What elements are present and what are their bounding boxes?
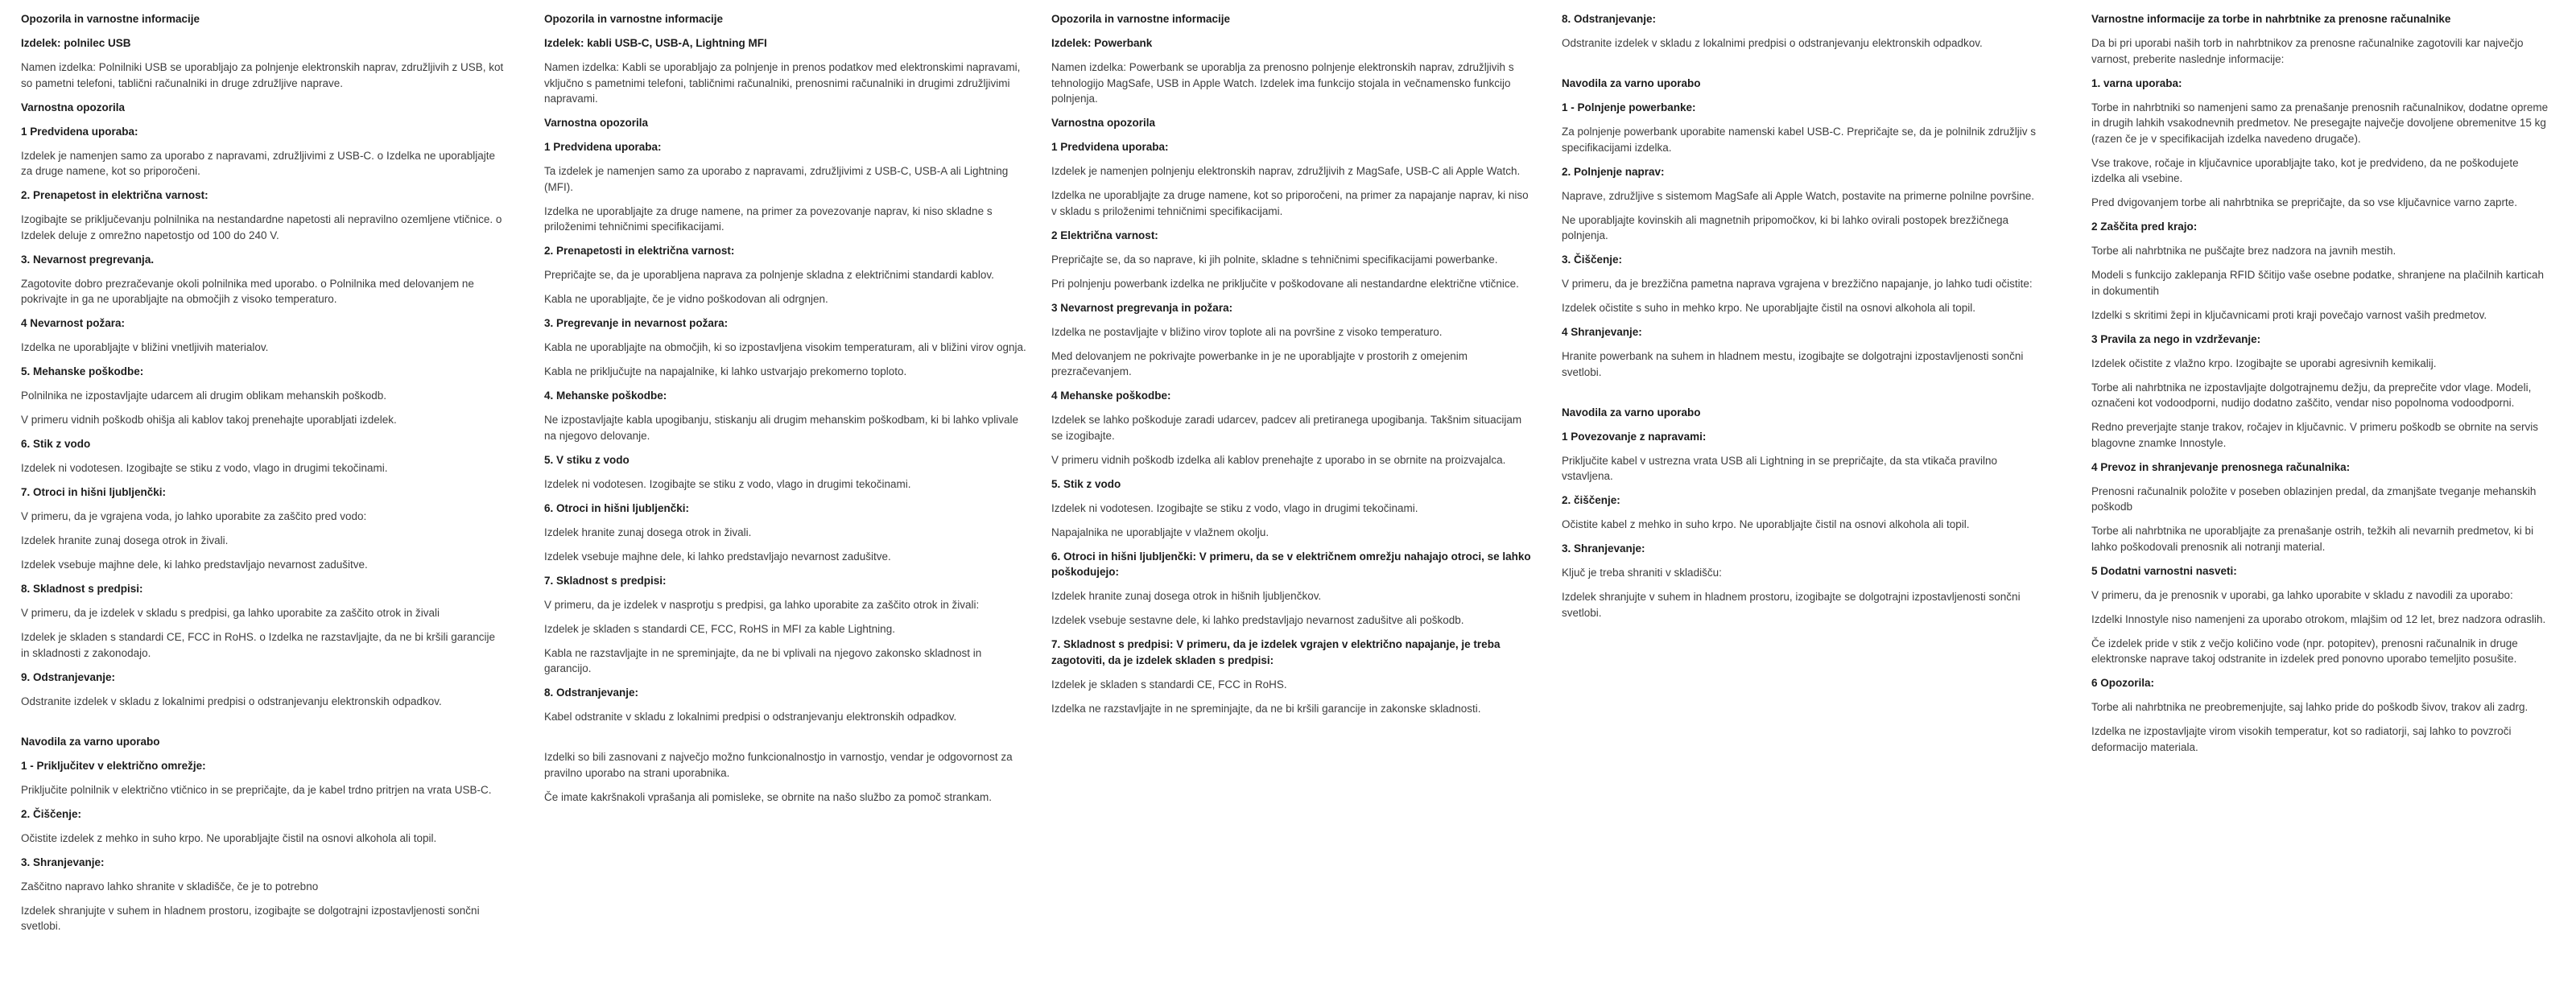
section-heading: Varnostne informacije za torbe in nahrbtnike za prenosne računalnike [2091,13,2451,25]
column-laptop-bags-safety [2091,11,2554,764]
paragraph: Izdelka ne razstavljajte in ne spreminjajte, da ne bi kršili garancije in zakonske skladnosti. [1051,702,1481,715]
section-heading: Navodila za varno uporabo [1562,406,1701,418]
section-heading: 8. Odstranjevanje: [544,686,639,699]
paragraph: Izdelka ne uporabljajte v bližini vnetljivih materialov. [21,341,269,353]
section-heading: Izdelek: kabli USB-C, USB-A, Lightning MFI [544,37,767,49]
paragraph: Pri polnjenju powerbank izdelka ne priključite v poškodovane ali nestandardne električne vtičnice. [1051,277,1519,290]
paragraph: Zagotovite dobro prezračevanje okoli polnilnika med uporabo. o Polnilnika med delovanjem ne pokrivajte in ga ne uporabljajte na območjih z visoko temperaturo. [21,277,474,305]
paragraph: Polnilnika ne izpostavljajte udarcem ali drugim oblikam mehanskih poškodb. [21,390,386,402]
paragraph: Izdelek shranjujte v suhem in hladnem prostoru, izogibajte se dolgotrajni izpostavljenosti sončni svetlobi. [1562,591,2021,619]
paragraph: Izdelek ni vodotesen. Izogibajte se stiku z vodo, vlago in drugimi tekočinami. [21,462,388,474]
section-heading: 2. Prenapetosti in električna varnost: [544,245,735,257]
section-heading: 3. Shranjevanje: [1562,542,1645,555]
section-heading: 1 Predvidena uporaba: [544,141,662,153]
section-heading: Opozorila in varnostne informacije [21,13,200,25]
paragraph: Izdelki s skritimi žepi in ključavnicami proti kraji povečajo varnost vaših predmetov. [2091,308,2487,321]
section-heading: Izdelek: Powerbank [1051,37,1153,49]
paragraph: Kabel odstranite v skladu z lokalnimi predpisi o odstranjevanju elektronskih odpadkov. [544,711,957,723]
paragraph: Za polnjenje powerbank uporabite namenski kabel USB-C. Prepričajte se, da je polnilnik združljiv s specifikacijami izdelka. [1562,126,2037,154]
paragraph: Odstranite izdelek v skladu z lokalnimi predpisi o odstranjevanju elektronskih odpadkov. [1562,37,1983,49]
section-heading: 6. Otroci in hišni ljubljenčki: V primeru, da se v električnem omrežju nahajajo otroci, se lahko poškodujejo: [1051,550,1531,578]
paragraph: V primeru vidnih poškodb izdelka ali kablov prenehajte z uporabo in se obrnite na proizvajalca. [1051,453,1506,466]
section-heading: 1 Predvidena uporaba: [1051,141,1169,153]
paragraph: Izdelek je namenjen polnjenju elektronskih naprav, združljivih z MagSafe, USB-C ali Apple Watch. [1051,165,1521,177]
column-powerbank-usage-and-cable-usage [1562,11,2045,629]
paragraph: Izdelek vsebuje majhne dele, ki lahko predstavljajo nevarnost zadušitve. [544,550,891,563]
section-heading: 3 Pravila za nego in vzdrževanje: [2091,332,2261,345]
paragraph: V primeru, da je izdelek v skladu s predpisi, ga lahko uporabite za zaščito otrok in živali [21,607,440,619]
paragraph: Kabla ne uporabljajte na območjih, ki so izpostavljena visokim temperaturam, ali v bližini virov ognja. [544,341,1026,353]
section-heading: 4 Shranjevanje: [1562,326,1642,338]
paragraph: Torbe ali nahrbtnika ne preobremenjujte, saj lahko pride do poškodb šivov, trakov ali zadrg. [2091,701,2529,713]
paragraph: Izdelek očistite s suho in mehko krpo. Ne uporabljajte čistil na osnovi alkohola ali topil. [1562,302,1976,314]
section-heading: Varnostna opozorila [544,117,649,129]
paragraph: Napajalnika ne uporabljajte v vlažnem okolju. [1051,526,1269,538]
paragraph: Torbe ali nahrbtnika ne puščajte brez nadzora na javnih mestih. [2091,245,2396,257]
section-heading: 1 - Priključitev v električno omrežje: [21,759,206,772]
paragraph: V primeru, da je izdelek v nasprotju s predpisi, ga lahko uporabite za zaščito otrok in živali: [544,598,980,611]
paragraph: Priključite polnilnik v električno vtičnico in se prepričajte, da je kabel trdno pritrjen na vrata USB-C. [21,783,492,796]
paragraph: Zaščitno napravo lahko shranite v skladišče, če je to potrebno [21,880,319,893]
paragraph: Izdelek je skladen s standardi CE, FCC in RoHS. [1051,678,1287,691]
section-heading: 7. Otroci in hišni ljubljenčki: [21,486,167,498]
paragraph: Izdelek se lahko poškoduje zaradi udarcev, padcev ali pretiranega upogibanja. Takšnim situacijam se izogibajte. [1051,414,1522,442]
section-heading: 6. Stik z vodo [21,438,91,450]
paragraph: Izdelka ne uporabljajte za druge namene, na primer za povezovanje naprav, ki niso skladne s priloženimi tehničnimi specifikacijami. [544,204,993,233]
paragraph: Izdelek vsebuje sestavne dele, ki lahko predstavljajo nevarnost zadušitve ali poškodb. [1051,614,1464,626]
paragraph: Če imate kakršnakoli vprašanja ali pomisleke, se obrnite na našo službo za pomoč strankam. [544,790,993,803]
section-heading: 1 Predvidena uporaba: [21,125,138,138]
paragraph: Izdelka ne postavljajte v bližino virov toplote ali na površine z visoko temperaturo. [1051,325,1443,338]
section-heading: Opozorila in varnostne informacije [544,13,724,25]
paragraph: Izdelek shranjujte v suhem in hladnem prostoru, izogibajte se dolgotrajni izpostavljenosti sončni svetlobi. [21,904,480,932]
section-heading: 2 Zaščita pred krajo: [2091,221,2198,233]
section-heading: 7. Skladnost s predpisi: [544,574,667,587]
paragraph: Izdelek hranite zunaj dosega otrok in hišnih ljubljenčkov. [1051,590,1322,602]
paragraph: Izdelek očistite z vlažno krpo. Izogibajte se uporabi agresivnih kemikalij. [2091,357,2437,369]
paragraph: Priključite kabel v ustrezna vrata USB ali Lightning in se prepričajte, da sta vtikača pravilno vstavljena. [1562,454,1998,482]
section-heading: 1 - Polnjenje powerbanke: [1562,101,1696,113]
column-powerbank-safety [1051,11,1534,725]
section-heading: 7. Skladnost s predpisi: V primeru, da je izdelek vgrajen v električno napajanje, je treba zagotoviti, da je izdelek skladen s predpisi: [1051,638,1501,666]
paragraph: Torbe in nahrbtniki so namenjeni samo za prenašanje prenosnih računalnikov, dodatne opreme in drugih lahkih vsakodnevnih predmetov. Ne presegajte največje dovoljene obremenitve 15 kg (razen če je v specifikacijah izdelka navedeno drugače). [2091,101,2549,145]
section-heading: 4 Nevarnost požara: [21,317,126,329]
paragraph: Pred dvigovanjem torbe ali nahrbtnika se prepričajte, da so vse ključavnice varno zaprte. [2091,196,2518,208]
section-heading: 6. Otroci in hišni ljubljenčki: [544,501,690,514]
section-heading: 8. Odstranjevanje: [1562,13,1657,25]
paragraph: V primeru, da je vgrajena voda, jo lahko uporabite za zaščito pred vodo: [21,510,367,522]
section-heading: Opozorila in varnostne informacije [1051,13,1231,25]
section-heading: 2. Polnjenje naprav: [1562,165,1665,178]
paragraph: V primeru, da je prenosnik v uporabi, ga lahko uporabite v skladu z navodili za uporabo: [2091,588,2513,601]
section-heading: 1 Povezovanje z napravami: [1562,430,1707,443]
paragraph: Izdelki Innostyle niso namenjeni za uporabo otrokom, mlajšim od 12 let, brez nadzora odraslih. [2091,612,2546,625]
paragraph: Izdelek ni vodotesen. Izogibajte se stiku z vodo, vlago in drugimi tekočinami. [1051,501,1418,514]
paragraph: Kabla ne priključujte na napajalnike, ki lahko ustvarjajo prekomerno toploto. [544,365,907,377]
section-heading: Varnostna opozorila [21,101,126,113]
paragraph: Da bi pri uporabi naših torb in nahrbtnikov za prenosne računalnike zagotovili kar največjo varnost, preberite naslednje informacije: [2091,37,2524,65]
paragraph: Modeli s funkcijo zaklepanja RFID ščitijo vaše osebne podatke, shranjene na plačilnih karticah in dokumentih [2091,269,2545,297]
section-heading: 3. Čiščenje: [1562,254,1623,266]
paragraph: Naprave, združljive s sistemom MagSafe ali Apple Watch, postavite na primerne polnilne površine. [1562,189,2035,202]
section-heading: 8. Skladnost s predpisi: [21,583,143,595]
section-heading: Navodila za varno uporabo [1562,77,1701,89]
paragraph: Namen izdelka: Kabli se uporabljajo za polnjenje in prenos podatkov med elektronskimi napravami, vključno s pametnimi telefoni, tabličnimi računalniki, prenosnimi računalniki in drugimi združljivimi napravami. [544,61,1021,105]
paragraph: Ne uporabljajte kovinskih ali magnetnih pripomočkov, ki bi lahko ovirali postopek brezžičnega polnjenja. [1562,213,2009,241]
section-heading: Navodila za varno uporabo [21,735,160,748]
section-heading: 5 Dodatni varnostni nasveti: [2091,564,2237,577]
section-heading: 5. Stik z vodo [1051,477,1121,490]
paragraph: Torbe ali nahrbtnika ne izpostavljajte dolgotrajnemu dežju, da preprečite vdor vlage. Modeli, označeni kot vodoodporni, nudijo dodatno zaščito, vendar niso popolnoma vodoodporni. [2091,381,2532,409]
section-heading: 2. čiščenje: [1562,494,1620,506]
paragraph: Prepričajte se, da je uporabljena naprava za polnjenje skladna z električnimi standardi kablov. [544,269,994,281]
paragraph: Izdelek vsebuje majhne dele, ki lahko predstavljajo nevarnost zadušitve. [21,559,368,571]
paragraph: Izdelek je namenjen samo za uporabo z napravami, združljivimi z USB-C. o Izdelka ne uporabljajte za druge namene, kot so priporočeni. [21,149,496,177]
paragraph: Vse trakove, ročaje in ključavnice uporabljajte tako, kot je predvideno, da ne poškodujete izdelka ali vsebine. [2091,156,2519,184]
paragraph: Očistite kabel z mehko in suho krpo. Ne uporabljajte čistil na osnovi alkohola ali topil. [1562,518,1970,530]
paragraph: Izdelek hranite zunaj dosega otrok in živali. [21,534,229,546]
section-heading: 3 Nevarnost pregrevanja in požara: [1051,301,1233,314]
section-heading: 4 Prevoz in shranjevanje prenosnega računalnika: [2091,460,2351,473]
section-heading: 3. Nevarnost pregrevanja. [21,253,155,266]
paragraph: Prenosni računalnik položite v poseben oblazinjen predal, da zmanjšate tveganje mehanskih poškodb [2091,484,2537,513]
section-heading: 1. varna uporaba: [2091,76,2182,89]
section-heading: 3. Shranjevanje: [21,856,105,868]
paragraph: Odstranite izdelek v skladu z lokalnimi predpisi o odstranjevanju elektronskih odpadkov. [21,695,442,707]
section-heading: 6 Opozorila: [2091,677,2155,689]
paragraph: Namen izdelka: Polnilniki USB se uporabljajo za polnjenje elektronskih naprav, združljivih z USB, kot so pametni telefoni, tablični računalniki in druge združljive naprave. [21,61,504,89]
section-heading: 5. V stiku z vodo [544,453,630,466]
paragraph: Očistite izdelek z mehko in suho krpo. Ne uporabljajte čistil na osnovi alkohola ali topil. [21,831,437,844]
spacer [21,718,504,734]
paragraph: Izdelek je skladen s standardi CE, FCC in RoHS. o Izdelka ne razstavljajte, da ne bi kršili garancije in skladnosti z zakonodajo. [21,631,496,659]
paragraph: Izdelka ne izpostavljajte virom visokih temperatur, kot so radiatorji, saj lahko to povzroči deformacijo materiala. [2091,725,2512,753]
paragraph: Izdelka ne uporabljajte za druge namene, kot so priporočeni, na primer za napajanje naprav, ki niso v skladu s priloženimi tehničnimi specifikacijami. [1051,189,1529,217]
paragraph: Ključ je treba shraniti v skladišču: [1562,567,1722,579]
section-heading: 2. Prenapetost in električna varnost: [21,189,208,201]
section-heading: 9. Odstranjevanje: [21,670,116,683]
section-heading: 3. Pregrevanje in nevarnost požara: [544,317,729,329]
paragraph: Kabla ne uporabljajte, če je vidno poškodovan ali odrgnjen. [544,293,828,305]
paragraph: Kabla ne razstavljajte in ne spreminjajte, da ne bi vplivali na njegovo zakonsko skladnost in garancijo. [544,646,982,674]
section-heading: Izdelek: polnilec USB [21,37,131,49]
paragraph: Izdelek ni vodotesen. Izogibajte se stiku z vodo, vlago in drugimi tekočinami. [544,477,911,490]
spacer [1562,60,2045,76]
paragraph: Ta izdelek je namenjen samo za uporabo z napravami, združljivimi z USB-C, USB-A ali Lightning (MFI). [544,165,1009,193]
paragraph: Izdelek je skladen s standardi CE, FCC, RoHS in MFI za kable Lightning. [544,622,895,635]
paragraph: Med delovanjem ne pokrivajte powerbanke in je ne uporabljajte v prostorih z omejenim prezračevanjem. [1051,349,1468,377]
paragraph: V primeru, da je brezžična pametna naprava vgrajena v brezžično napajanje, jo lahko tudi očistite: [1562,278,2033,290]
section-heading: 2. Čiščenje: [21,807,82,820]
spacer [544,733,1027,749]
paragraph: Redno preverjajte stanje trakov, ročajev in ključavnic. V primeru poškodb se obrnite na servis blagovne znamke Innostyle. [2091,421,2539,449]
paragraph: Izdelki so bili zasnovani z največjo možno funkcionalnostjo in varnostjo, vendar je odgovornost za pravilno uporabo na strani uporabnika. [544,751,1013,779]
paragraph: Ne izpostavljajte kabla upogibanju, stiskanju ali drugim mehanskim poškodbam, ki bi lahko vplivale na njegovo delovanje. [544,414,1019,442]
paragraph: Izdelek hranite zunaj dosega otrok in živali. [544,526,752,538]
section-heading: 4 Mehanske poškodbe: [1051,390,1171,402]
column-usb-charger-safety [21,11,504,942]
paragraph: Namen izdelka: Powerbank se uporablja za prenosno polnjenje elektronskih naprav, združljivih s tehnologijo MagSafe, USB in Apple Watch. Izdelek ima funkcijo stojala in večnamensko funkcijo polnjenja. [1051,61,1514,105]
paragraph: Če izdelek pride v stik z večjo količino vode (npr. potopitev), prenosni računalnik in druge elektronske naprave takoj odstranite in izdelek pred ponovno uporabo temeljito posušite. [2091,637,2518,665]
paragraph: Hranite powerbank na suhem in hladnem mestu, izogibajte se dolgotrajni izpostavljenosti sončni svetlobi. [1562,350,2024,378]
section-heading: 2 Električna varnost: [1051,229,1158,241]
paragraph: Torbe ali nahrbtnika ne uporabljajte za prenašanje ostrih, težkih ali nevarnih predmetov, ki bi lahko poškodovali prenosnik ali notranji material. [2091,525,2534,553]
paragraph: V primeru vidnih poškodb ohišja ali kablov takoj prenehajte uporabljati izdelek. [21,414,397,426]
section-heading: 5. Mehanske poškodbe: [21,365,144,377]
section-heading: Varnostna opozorila [1051,117,1156,129]
spacer [1562,389,2045,405]
column-cables-safety [544,11,1027,814]
section-heading: 4. Mehanske poškodbe: [544,390,667,402]
paragraph: Prepričajte se, da so naprave, ki jih polnite, skladne s tehničnimi specifikacijami powerbanke. [1051,253,1498,266]
paragraph: Izogibajte se priključevanju polnilnika na nestandardne napetosti ali nepravilno ozemljene vtičnice. o Izdelek deluje z omrežno napetostjo od 100 do 240 V. [21,213,502,241]
